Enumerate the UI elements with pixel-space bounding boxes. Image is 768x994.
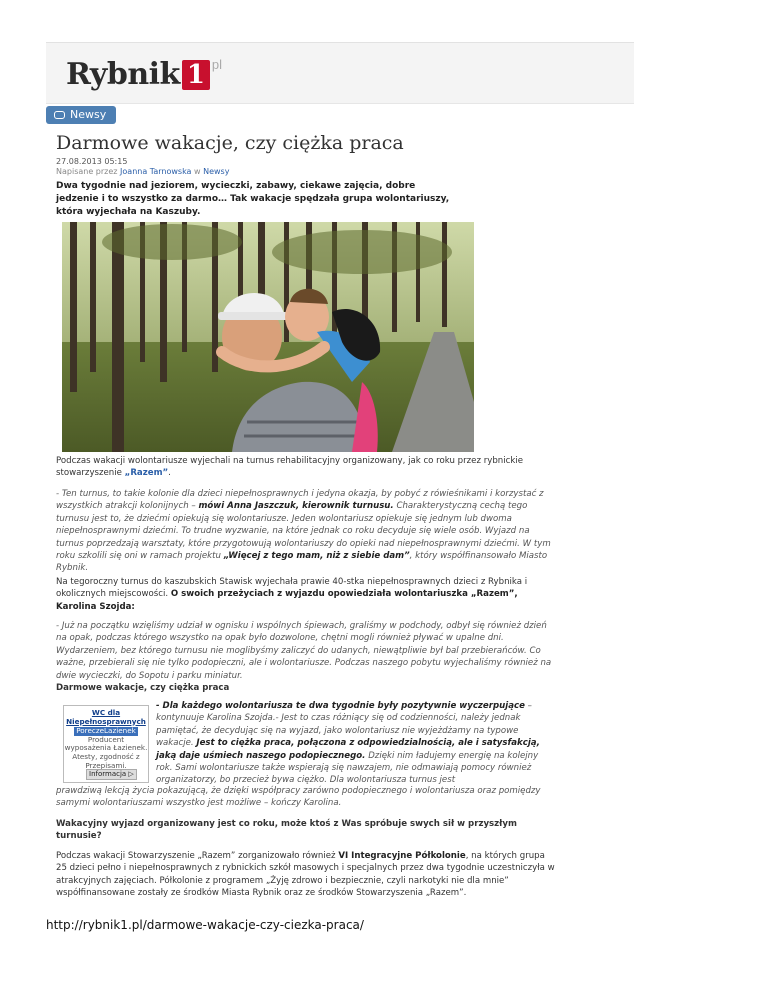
paragraph-5-bold-a: - Dla każdego wolontariusza te dwa tygodnie były pozytywnie wyczerpujące [156,701,525,711]
article-page [46,42,634,930]
article-byline [56,167,229,176]
ad-title[interactable]: WC dla Niepełnosprawnych [66,708,146,726]
paragraph-5 [156,700,556,787]
article-date: 27.08.2013 05:15 [56,157,128,166]
paragraph-2-text-a: - Ten turnus, to takie kolonie dla dzieci niepełnosprawnych i jedyna okazja, by pobyć z rówieśnikami i korzystać z wszystkich atrakcji kolonijnych – [56,489,544,512]
logo-text: Rybnik [66,57,180,92]
byline-prefix: Napisane przez [56,167,118,176]
paragraph-1-end: . [168,468,171,479]
subheading: Darmowe wakacje, czy ciężka praca [56,683,230,693]
forest-photo-illustration [62,222,474,452]
logo-number: 1 [182,60,210,90]
paragraph-2-text-b: Charakterystyczną cechą tego turnusu jest to, że dziećmi opiekują się wolontariusze. Jeden wolontariusz opiekuje się jednym lub dwoma niepełnosprawnymi dziećmi. To trudne wyzwanie, na które jednak co roku decyduje się wiele osób. Wyjazd na turnus poprzedzają warsztaty, które przygotowują wolontariuszy do opieki nad niepełnosprawnymi dziećmi. W tym roku szkolili się oni w ramach projektu [56,501,551,562]
paragraph-6-text-a: Podczas wakacji Stowarzyszenie „Razem” zorganizowało również [56,851,336,861]
article-photo [62,222,474,452]
paragraph-3-text: Na tegoroczny turnus do kaszubskich Stawisk wyjechała prawie 40-stka niepełnosprawnych dzieci z Rybnika i okolicznych miejscowości. [56,577,528,600]
paragraph-2-bold-b: „Więcej z tego mam, niż z siebie dam” [223,551,410,562]
paragraph-1 [56,455,556,480]
sponsored-ad[interactable] [63,705,149,783]
ad-info-label: Informacja [89,770,127,779]
category-badge-label: Newsy [70,108,107,121]
byline-in: w [194,167,201,176]
paragraph-6 [56,850,556,900]
paragraph-5-text-d: organizatorzy, bo przecież bywa ciężko. Dla wolontariusza turnus jest [156,775,456,786]
paragraph-3 [56,576,556,613]
speech-bubble-icon [54,111,65,119]
paragraph-5-continued: prawdziwą lekcją życia pokazującą, że dzięki współpracy zarówno podopiecznego i wolontariusza oraz pomiędzy samymi wolontariuszami wszystko jest możliwe – kończy Karolina. [56,786,541,809]
category-badge[interactable] [46,106,116,124]
article-title: Darmowe wakacje, czy ciężka praca [56,132,404,154]
article-lead: Dwa tygodnie nad jeziorem, wycieczki, zabawy, ciekawe zajęcia, dobre jedzenie i to wszystko za darmo… Tak wakacje spędzała grupa wolontariuszy, która wyjechała na Kaszuby. [56,181,450,217]
source-url[interactable]: http://rybnik1.pl/darmowe-wakacje-czy-ciezka-praca/ [46,918,364,932]
paragraph-6-text-b: , na których grupa 25 dzieci pełno i niepełnosprawnych z rybnickich szkół masowych i specjalnych przez dwa tygodnie uczestniczyła w atrakcyjnych zajęciach. Półkolonie z programem „Żyję zdrowo i bezpiecznie, czyli narkotyki nie dla mnie” współfinansowane zostały ze środków Miasta Rybnik oraz ze środków Stowarzyszenia „Razem”. [56,851,555,899]
paragraph-3-bold: O swoich przeżyciach z wyjazdu opowiedziała wolontariuszka „Razem”, Karolina Szojda: [56,589,518,612]
paragraph-2 [56,488,556,575]
paragraph-6-bold: VI Integracyjne Półkolonie [338,851,466,861]
paragraph-5-bold-b: Jest to ciężka praca, połączona z odpowiedzialnością, ale i satysfakcją, jaką daje uśmiech naszego podopiecznego. [156,738,540,761]
paragraph-1-text: Podczas wakacji wolontariusze wyjechali na turnus rehabilitacyjny organizowany, jak co roku przez rybnickie stowarzyszenie [56,456,523,479]
category-link[interactable]: Newsy [203,167,230,176]
logo-suffix: pl [211,57,223,72]
paragraph-5-text-b: – kontynuuje Karolina Szojda.- Jest to czas różniący się od codzienności, należy jednak pamiętać, że decydując się na wyjazd, jako wolontariusz nie wyjeżdżamy na typowe wakacje. [156,701,532,749]
question-paragraph: Wakacyjny wyjazd organizowany jest co roku, może ktoś z Was spróbuje swych sił w przyszłym turnusie? [56,819,517,842]
paragraph-4: - Już na początku wzięliśmy udział w ognisku i wspólnych śpiewach, graliśmy w podchody, odbył się również dzień na opak, podczas którego wszystko na opak było dozwolone, chętni mogli również pływać w upalne dni. Wydarzeniem, bez którego turnusu nie moglibyśmy zaliczyć do udanych, niewątpliwie był bal przebierańców. Co ważne, przebierali się nie tylko podopieczni, ale i wolontariusze. Podczas naszego pobytu wyjechaliśmy również na dwie wycieczki, do Sopotu i parku miniatur. [56,621,552,681]
site-header [46,42,634,104]
author-link[interactable]: Joanna Tarnowska [120,167,192,176]
site-logo[interactable] [66,57,222,93]
paragraph-2-bold-a: mówi Anna Jaszczuk, kierownik turnusu. [198,501,394,512]
ad-info-button[interactable]: Informacja ▷ [86,769,137,780]
razem-link[interactable]: „Razem” [124,468,169,479]
paragraph-2-text-c: , który współfinansowało Miasto Rybnik. [56,551,548,574]
paragraph-5-text-c: Dzięki nim ładujemy energię na kolejny rok. Sami wolontariusze także wspierają się nawzajem, nie odmawiają pomocy również [156,750,539,774]
ad-text: Producent wyposażenia Łazienek. Atesty, zgodność z Przepisami. [64,734,148,770]
ad-url[interactable]: PoreczeLazienek [76,726,136,736]
